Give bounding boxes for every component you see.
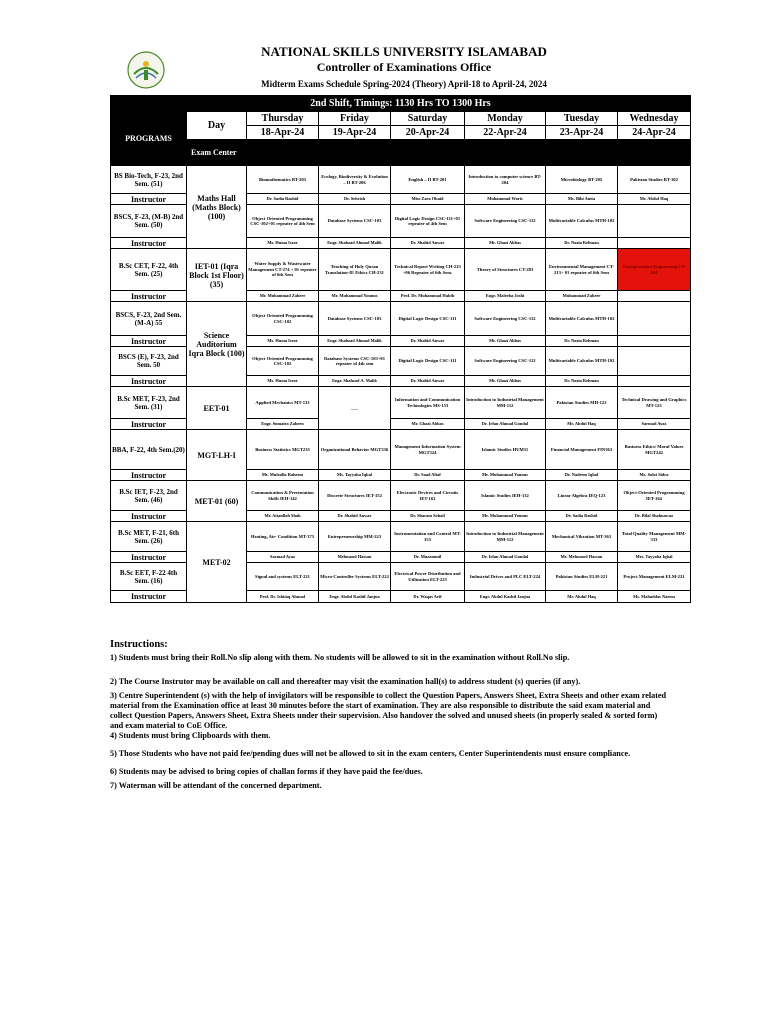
course-cell: Object-Oriented Programming IET-164 bbox=[618, 481, 691, 511]
instructor-cell: Dr. Sehrish bbox=[319, 194, 391, 205]
instructor-cell: Ms. Huma Israr bbox=[247, 376, 319, 387]
course-cell: Heating, Air- Condition MT-373 bbox=[247, 522, 319, 552]
day-date: 22-Apr-24 bbox=[465, 126, 546, 140]
program-cell: B.Sc IET, F-23, 2nd Sem. (46) bbox=[111, 481, 187, 511]
venue-cell: MET-01 (60) bbox=[187, 481, 247, 522]
instructor-label: Instructor bbox=[111, 552, 187, 563]
course-cell: Water Supply & Wastewater Management CT-274 + 01 repeater of 6th Sem bbox=[247, 249, 319, 291]
venue-cell: MGT-LH-I bbox=[187, 430, 247, 481]
course-cell: Total Quality Management MM-333 bbox=[618, 522, 691, 552]
course-cell: Biomathematics BT-203 bbox=[247, 166, 319, 194]
instructor-cell: Dr. Nadeem Iqbal bbox=[546, 470, 618, 481]
instructor-cell: Miss Zara Obaid bbox=[391, 194, 465, 205]
course-cell: Environmental Management CT-213+ 01 repeater of 6th Sem bbox=[546, 249, 618, 291]
program-cell: BSCS, F-23, (M-B) 2nd Sem. (50) bbox=[111, 205, 187, 238]
instructor-cell: Dr. Shahid Anwar bbox=[319, 511, 391, 522]
day-name: Tuesday bbox=[546, 112, 618, 126]
instructor-cell: Mr. Muhammad Zaheer bbox=[247, 291, 319, 302]
instructor-label: Instructor bbox=[111, 591, 187, 603]
program-cell: B.Sc EET, F-22 4th Sem. (16) bbox=[111, 563, 187, 591]
program-cell: B.Sc MET, F-21, 6th Sem. (26) bbox=[111, 522, 187, 552]
venue-cell: MET-02 bbox=[187, 522, 247, 603]
course-cell: Mechanical Vibration MT-363 bbox=[546, 522, 618, 552]
instructor-cell: Ms. Bibi Anita bbox=[546, 194, 618, 205]
instructor-cell: Mr. Ghazi Abbas bbox=[465, 376, 546, 387]
instructor-cell: Dr. Waqas Arif bbox=[391, 591, 465, 603]
instructor-cell: Mehmood Hassan bbox=[319, 552, 391, 563]
course-cell bbox=[618, 347, 691, 376]
instructor-cell: Dr. Bilal Shahnawaz bbox=[618, 511, 691, 522]
instructor-cell: Mr. Mufzalla Raheem bbox=[247, 470, 319, 481]
venue-cell: Science Auditorium Iqra Block (100) bbox=[187, 302, 247, 387]
instructions-section bbox=[110, 640, 670, 795]
instructor-cell: Mr. Muhammad Younus bbox=[319, 291, 391, 302]
exam-center-header: Exam Center bbox=[187, 140, 691, 166]
course-cell: Software Engineering CSC-112 bbox=[465, 347, 546, 376]
course-cell: Technical Report Writing CH-223 +06 Repeater of 6th Sem. bbox=[391, 249, 465, 291]
instructor-cell: Dr. Irfan Ahmad Gondal bbox=[465, 419, 546, 430]
instructor-cell: Engr. Abdul Kashif Janjua bbox=[319, 591, 391, 603]
instructor-cell: Mr. Abdul Haq bbox=[546, 591, 618, 603]
day-date: 20-Apr-24 bbox=[391, 126, 465, 140]
instructor-label: Instructor bbox=[111, 511, 187, 522]
instructor-cell: Mr. Mehmood Hassan bbox=[546, 552, 618, 563]
instructor-cell: Ms. Tayyaba Iqbal bbox=[319, 470, 391, 481]
instructor-cell: Mr. Muhammad Younus bbox=[465, 470, 546, 481]
instructor-cell: Ms. Huma Israr bbox=[247, 336, 319, 347]
instructor-cell: Dr. Nazia Rehman bbox=[546, 376, 618, 387]
course-cell: Islamic Studies IEH-132 bbox=[465, 481, 546, 511]
course-cell: Object Oriented Programming CSC-102+01 repeater of 4th Sem bbox=[247, 205, 319, 238]
instructor-label: Instructor bbox=[111, 336, 187, 347]
instructor-cell: Dr. Sharam Sohail bbox=[391, 511, 465, 522]
instructor-cell: Sarmad Ayaz bbox=[247, 552, 319, 563]
course-cell: Financial Management FIN363 bbox=[546, 430, 618, 470]
day-date: 19-Apr-24 bbox=[319, 126, 391, 140]
program-cell: BBA, F-22, 4th Sem.(20) bbox=[111, 430, 187, 470]
instructor-cell: Mrs. Tayyaba Iqbal bbox=[618, 552, 691, 563]
instructor-cell: Dr. Nazia Rehman bbox=[546, 238, 618, 249]
instructor-cell bbox=[618, 238, 691, 249]
course-cell: Multivariable Calculus MTH-102 bbox=[546, 205, 618, 238]
course-cell: Management Information System MGT324 bbox=[391, 430, 465, 470]
course-cell: Entrepreneurship MM-223 bbox=[319, 522, 391, 552]
venue-cell: Maths Hall (Maths Block) (100) bbox=[187, 166, 247, 249]
day-header: Day bbox=[187, 112, 247, 140]
program-cell: B.Sc MET, F-23, 2nd Sem. (31) bbox=[111, 387, 187, 419]
course-cell: Microbiology BT-205 bbox=[546, 166, 618, 194]
instructor-cell: Dr. Irfan Ahmad Gondal bbox=[465, 552, 546, 563]
instructor-cell bbox=[618, 336, 691, 347]
instruction-item: 1) Students must bring their Roll.No slip along with them. No students will be allowed to sit in the examination without Roll.No slip. bbox=[110, 653, 570, 662]
course-cell: Micro-Controller Systems ELT-222 bbox=[319, 563, 391, 591]
instructor-cell: Engr. Shahzad Ahmad Malik bbox=[319, 238, 391, 249]
course-cell bbox=[618, 205, 691, 238]
instructor-cell: Dr. Saad Altaf bbox=[391, 470, 465, 481]
instructor-cell: Dr. Muzammil bbox=[391, 552, 465, 563]
course-cell: Database Systems CSC-103+01 repeater of 4th sem bbox=[319, 347, 391, 376]
instructor-label: Instructor bbox=[111, 238, 187, 249]
program-cell: BSCS (E), F-23, 2nd Sem. 50 bbox=[111, 347, 187, 376]
course-cell: Multivariable Calculus MTH-102 bbox=[546, 347, 618, 376]
instructor-cell: Prof. Dr. Ishtiaq Ahmad bbox=[247, 591, 319, 603]
university-logo bbox=[126, 50, 166, 90]
course-cell: Digital Logic Design CSC-111 bbox=[391, 347, 465, 376]
course-cell: Discrete Structures IET-152 bbox=[319, 481, 391, 511]
course-cell: Electrical Power Distribution and Utilization ELT-223 bbox=[391, 563, 465, 591]
instructor-label: Instructor bbox=[111, 291, 187, 302]
day-date: 23-Apr-24 bbox=[546, 126, 618, 140]
program-cell: BSCS, F-23, 2nd Sem. (M-A) 55 bbox=[111, 302, 187, 336]
course-cell: Digital Logic Design CSC-111+01 repeater of 4th Sem bbox=[391, 205, 465, 238]
course-cell: Islamic Studies HUM11 bbox=[465, 430, 546, 470]
course-cell: Communication & Presentation Skills IEH-142 bbox=[247, 481, 319, 511]
instructor-cell: Dr. Shahid Anwar bbox=[391, 336, 465, 347]
instructor-cell: Dr. Nazia Rehman bbox=[546, 336, 618, 347]
course-cell: Electronic Devices and Circuits IET-163 bbox=[391, 481, 465, 511]
schedule-title: Midterm Exams Schedule Spring-2024 (Theory) April-18 to April-24, 2024 bbox=[261, 79, 547, 89]
instruction-item: 4) Students must bring Clipboards with them. bbox=[110, 731, 271, 740]
university-name: NATIONAL SKILLS UNIVERSITY ISLAMABAD bbox=[261, 44, 547, 59]
instructor-cell: Mr. Attaullah Shah bbox=[247, 511, 319, 522]
exam-schedule-table bbox=[110, 95, 691, 603]
instruction-item: 5) Those Students who have not paid fee/pending dues will not be allowed to sit in the exam centers, Center Superintendents must ensure compliance. bbox=[110, 749, 631, 758]
day-name: Monday bbox=[465, 112, 546, 126]
course-cell: Object Oriented Programming CSC-102 bbox=[247, 302, 319, 336]
instructor-cell: Engr. Shahzad Ahmad Malik bbox=[319, 336, 391, 347]
day-date: 24-Apr-24 bbox=[618, 126, 691, 140]
instructor-cell: Mr. Ghazi Abbas bbox=[391, 419, 465, 430]
course-cell: Pakistan Studies MH-122 bbox=[546, 387, 618, 419]
day-name: Friday bbox=[319, 112, 391, 126]
course-cell: Teaching of Holy Quran Translation-II/ Ethics CH-231 bbox=[319, 249, 391, 291]
day-date: 18-Apr-24 bbox=[247, 126, 319, 140]
instructor-cell: Dr. Sadia Rashid bbox=[546, 511, 618, 522]
shift-banner: 2nd Shift, Timings: 1130 Hrs TO 1300 Hrs bbox=[111, 96, 691, 112]
day-name: Thursday bbox=[247, 112, 319, 126]
instructor-cell: Mr. Abdul Haq bbox=[546, 419, 618, 430]
course-cell: Multivariable Calculus MTH-102 bbox=[546, 302, 618, 336]
venue-cell: EET-01 bbox=[187, 387, 247, 430]
instructor-cell bbox=[618, 291, 691, 302]
instructor-cell: Ms. Mahaddas Naeem bbox=[618, 591, 691, 603]
instructor-cell: Dr. Shahid Anwar bbox=[391, 238, 465, 249]
instructor-cell: Engr. Sumaira Zaheen bbox=[247, 419, 319, 430]
course-cell-highlighted: Transportation Engineering CT-264 bbox=[618, 249, 691, 291]
day-name: Wednesday bbox=[618, 112, 691, 126]
instructor-cell: Mr. Muhammad Younus bbox=[465, 511, 546, 522]
programs-header: PROGRAMS bbox=[111, 112, 187, 166]
instructor-cell: Ms. Huma Israr bbox=[247, 238, 319, 249]
instructor-cell: Sarmad Ayaz bbox=[618, 419, 691, 430]
course-cell: Linear Algebra IEQ-123 bbox=[546, 481, 618, 511]
office-name: Controller of Examinations Office bbox=[316, 60, 492, 74]
course-cell: Organizational Behavior MGT336 bbox=[319, 430, 391, 470]
course-cell: Introduction to Industrial Management MM-112 bbox=[465, 522, 546, 552]
instruction-item: 6) Students may be advised to bring copies of challan forms if they have paid the fee/dues. bbox=[110, 767, 423, 776]
instructor-label: Instructor bbox=[111, 419, 187, 430]
instructor-cell bbox=[618, 376, 691, 387]
instructor-cell: Mr. Ghazi Abbas bbox=[465, 238, 546, 249]
instructor-cell: Muhammad Zaheer bbox=[546, 291, 618, 302]
course-cell: Industrial Drives and PLC ELT-224 bbox=[465, 563, 546, 591]
course-cell: Introduction to computer science BT-204 bbox=[465, 166, 546, 194]
instructions-title: Instructions: bbox=[110, 639, 168, 650]
course-cell: Business Ethics/ Moral Values MGT242 bbox=[618, 430, 691, 470]
instructor-label: Instructor bbox=[111, 194, 187, 205]
instructor-cell: Dr. Sadia Rashid bbox=[247, 194, 319, 205]
program-cell: B.Sc CET, F-22, 4th Sem. (25) bbox=[111, 249, 187, 291]
course-cell: Object Oriented Programming CSC-102 bbox=[247, 347, 319, 376]
course-cell: Database Systems CSC-103 bbox=[319, 302, 391, 336]
instructor-cell: Engr. Maleeha Joshi bbox=[465, 291, 546, 302]
course-cell: Ecology, Biodiversity & Evolution – II BT-206 bbox=[319, 166, 391, 194]
course-cell: Business Statistics MGT235 bbox=[247, 430, 319, 470]
program-cell: BS Bio-Tech, F-23, 2nd Sem. (51) bbox=[111, 166, 187, 194]
instructor-cell: Ms. Solat Sidra bbox=[618, 470, 691, 481]
course-cell: Theory of Structures CT-283 bbox=[465, 249, 546, 291]
instructor-label: Instructor bbox=[111, 376, 187, 387]
instruction-item: 2) The Course Instrutor may be available on call and thereafter may visit the examination hall(s) to address student (s) queries (if any). bbox=[110, 677, 581, 686]
instructor-cell: Mr. Ghazi Abbas bbox=[465, 336, 546, 347]
day-name: Saturday bbox=[391, 112, 465, 126]
course-cell: Signal and systems ELT-221 bbox=[247, 563, 319, 591]
course-cell: Introduction to Industrial Management MM-112 bbox=[465, 387, 546, 419]
course-cell bbox=[618, 302, 691, 336]
course-cell: Information and Communication Technologies MS-153 bbox=[391, 387, 465, 419]
instruction-item: 3) Centre Superintendent (s) with the help of invigilators will be responsible to collect the Question Papers, Answers Sheet, Extra Sheets and other exam related material from the Examination office at least 30 minutes before the start of examination. They are also responsible to distribute the said exam material and collect Question Papers, Answers Sheet, Extra Sheets under their supervision. Also handover the solved and unused sheets (in properly sealed & sorted form) and exam material to CoE Office. bbox=[110, 691, 667, 730]
course-cell: Software Engineering CSC-112 bbox=[465, 302, 546, 336]
course-cell: Pakistan Studies ELH-221 bbox=[546, 563, 618, 591]
course-cell: Project Management ELM-221 bbox=[618, 563, 691, 591]
course-cell: Instrumentation and Control MT-353 bbox=[391, 522, 465, 552]
instructor-label: Instructor bbox=[111, 470, 187, 481]
course-cell: Technical Drawing and Graphics MT-123 bbox=[618, 387, 691, 419]
instruction-item: 7) Waterman will be attendant of the concerned department. bbox=[110, 781, 322, 790]
instructor-cell: Muhammad Waris bbox=[465, 194, 546, 205]
course-cell: Pakistan Studies BT-102 bbox=[618, 166, 691, 194]
course-cell: Applied Mechanics MT-133 bbox=[247, 387, 319, 419]
course-cell: ___ bbox=[319, 387, 391, 430]
course-cell: Software Engineering CSC-112 bbox=[465, 205, 546, 238]
instructor-cell: Engr. Shahzad A. Malik bbox=[319, 376, 391, 387]
venue-cell: IET-01 (Iqra Block 1st Floor) (35) bbox=[187, 249, 247, 302]
instructor-cell: Mr. Abdul Haq bbox=[618, 194, 691, 205]
course-cell: Digital Logic Design CSC-111 bbox=[391, 302, 465, 336]
instructor-cell: Engr. Abdul Kashif Janjua bbox=[465, 591, 546, 603]
course-cell: English – II BT-201 bbox=[391, 166, 465, 194]
instructor-cell: Prof. Dr. Muhammad Habib bbox=[391, 291, 465, 302]
course-cell: Database Systems CSC-103 bbox=[319, 205, 391, 238]
instructor-cell: Dr. Shahid Anwar bbox=[391, 376, 465, 387]
